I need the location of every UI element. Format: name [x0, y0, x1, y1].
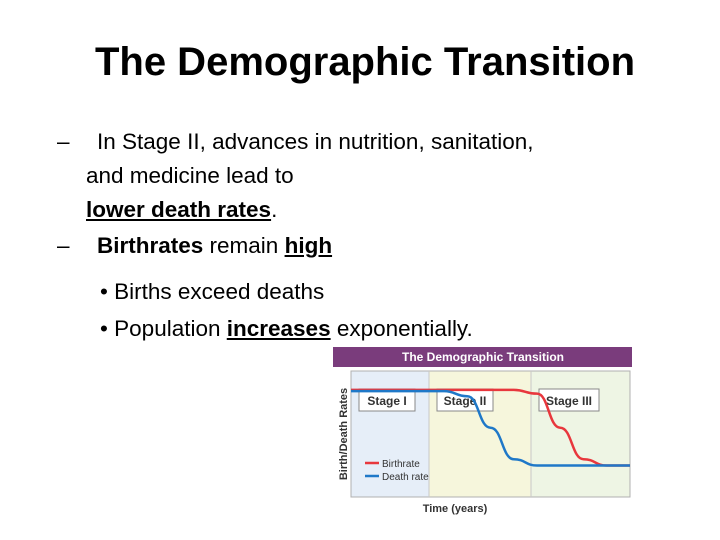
bullet-1-text: In Stage II, advances in nutrition, sanitation, [97, 129, 534, 154]
stage-2-text: Stage II [443, 394, 487, 408]
y-axis-label: Birth/Death Rates [338, 387, 350, 481]
dash-1: – [57, 129, 70, 154]
birthrates-bold: Birthrates [97, 233, 204, 258]
increases-emphasis: increases [226, 316, 331, 341]
dash-2: – [57, 233, 70, 258]
subbullet-1-text: Births exceed deaths [114, 279, 325, 304]
remain-text: remain [203, 233, 285, 258]
population-text: Population [114, 316, 227, 341]
slide-title: The Demographic Transition [94, 40, 636, 84]
bullet-1-line-2: and medicine lead to [86, 163, 294, 188]
stage-1-text: Stage I [367, 394, 407, 408]
bullet-2-line [57, 233, 332, 259]
legend-death-rate-label: Death rate [382, 472, 429, 483]
x-axis-label: Time (years) [422, 503, 488, 515]
subbullet-marker: • [100, 316, 108, 341]
bullet-1-line-1 [57, 129, 534, 155]
demographic-transition-chart [333, 347, 632, 516]
legend-birthrate-label: Birthrate [382, 459, 420, 470]
stage-3-text: Stage III [545, 394, 593, 408]
lower-death-rates-emphasis: lower death rates [86, 197, 272, 222]
subbullet-marker: • [100, 279, 108, 304]
demographic-transition-figure [333, 347, 632, 516]
period: . [271, 197, 278, 222]
subbullet-2 [100, 316, 473, 342]
figure-title: The Demographic Transition [401, 350, 565, 364]
bullet-1-line-3 [86, 197, 277, 223]
high-emphasis: high [284, 233, 333, 258]
exponentially-text: exponentially. [330, 316, 473, 341]
subbullet-1 [100, 279, 324, 305]
